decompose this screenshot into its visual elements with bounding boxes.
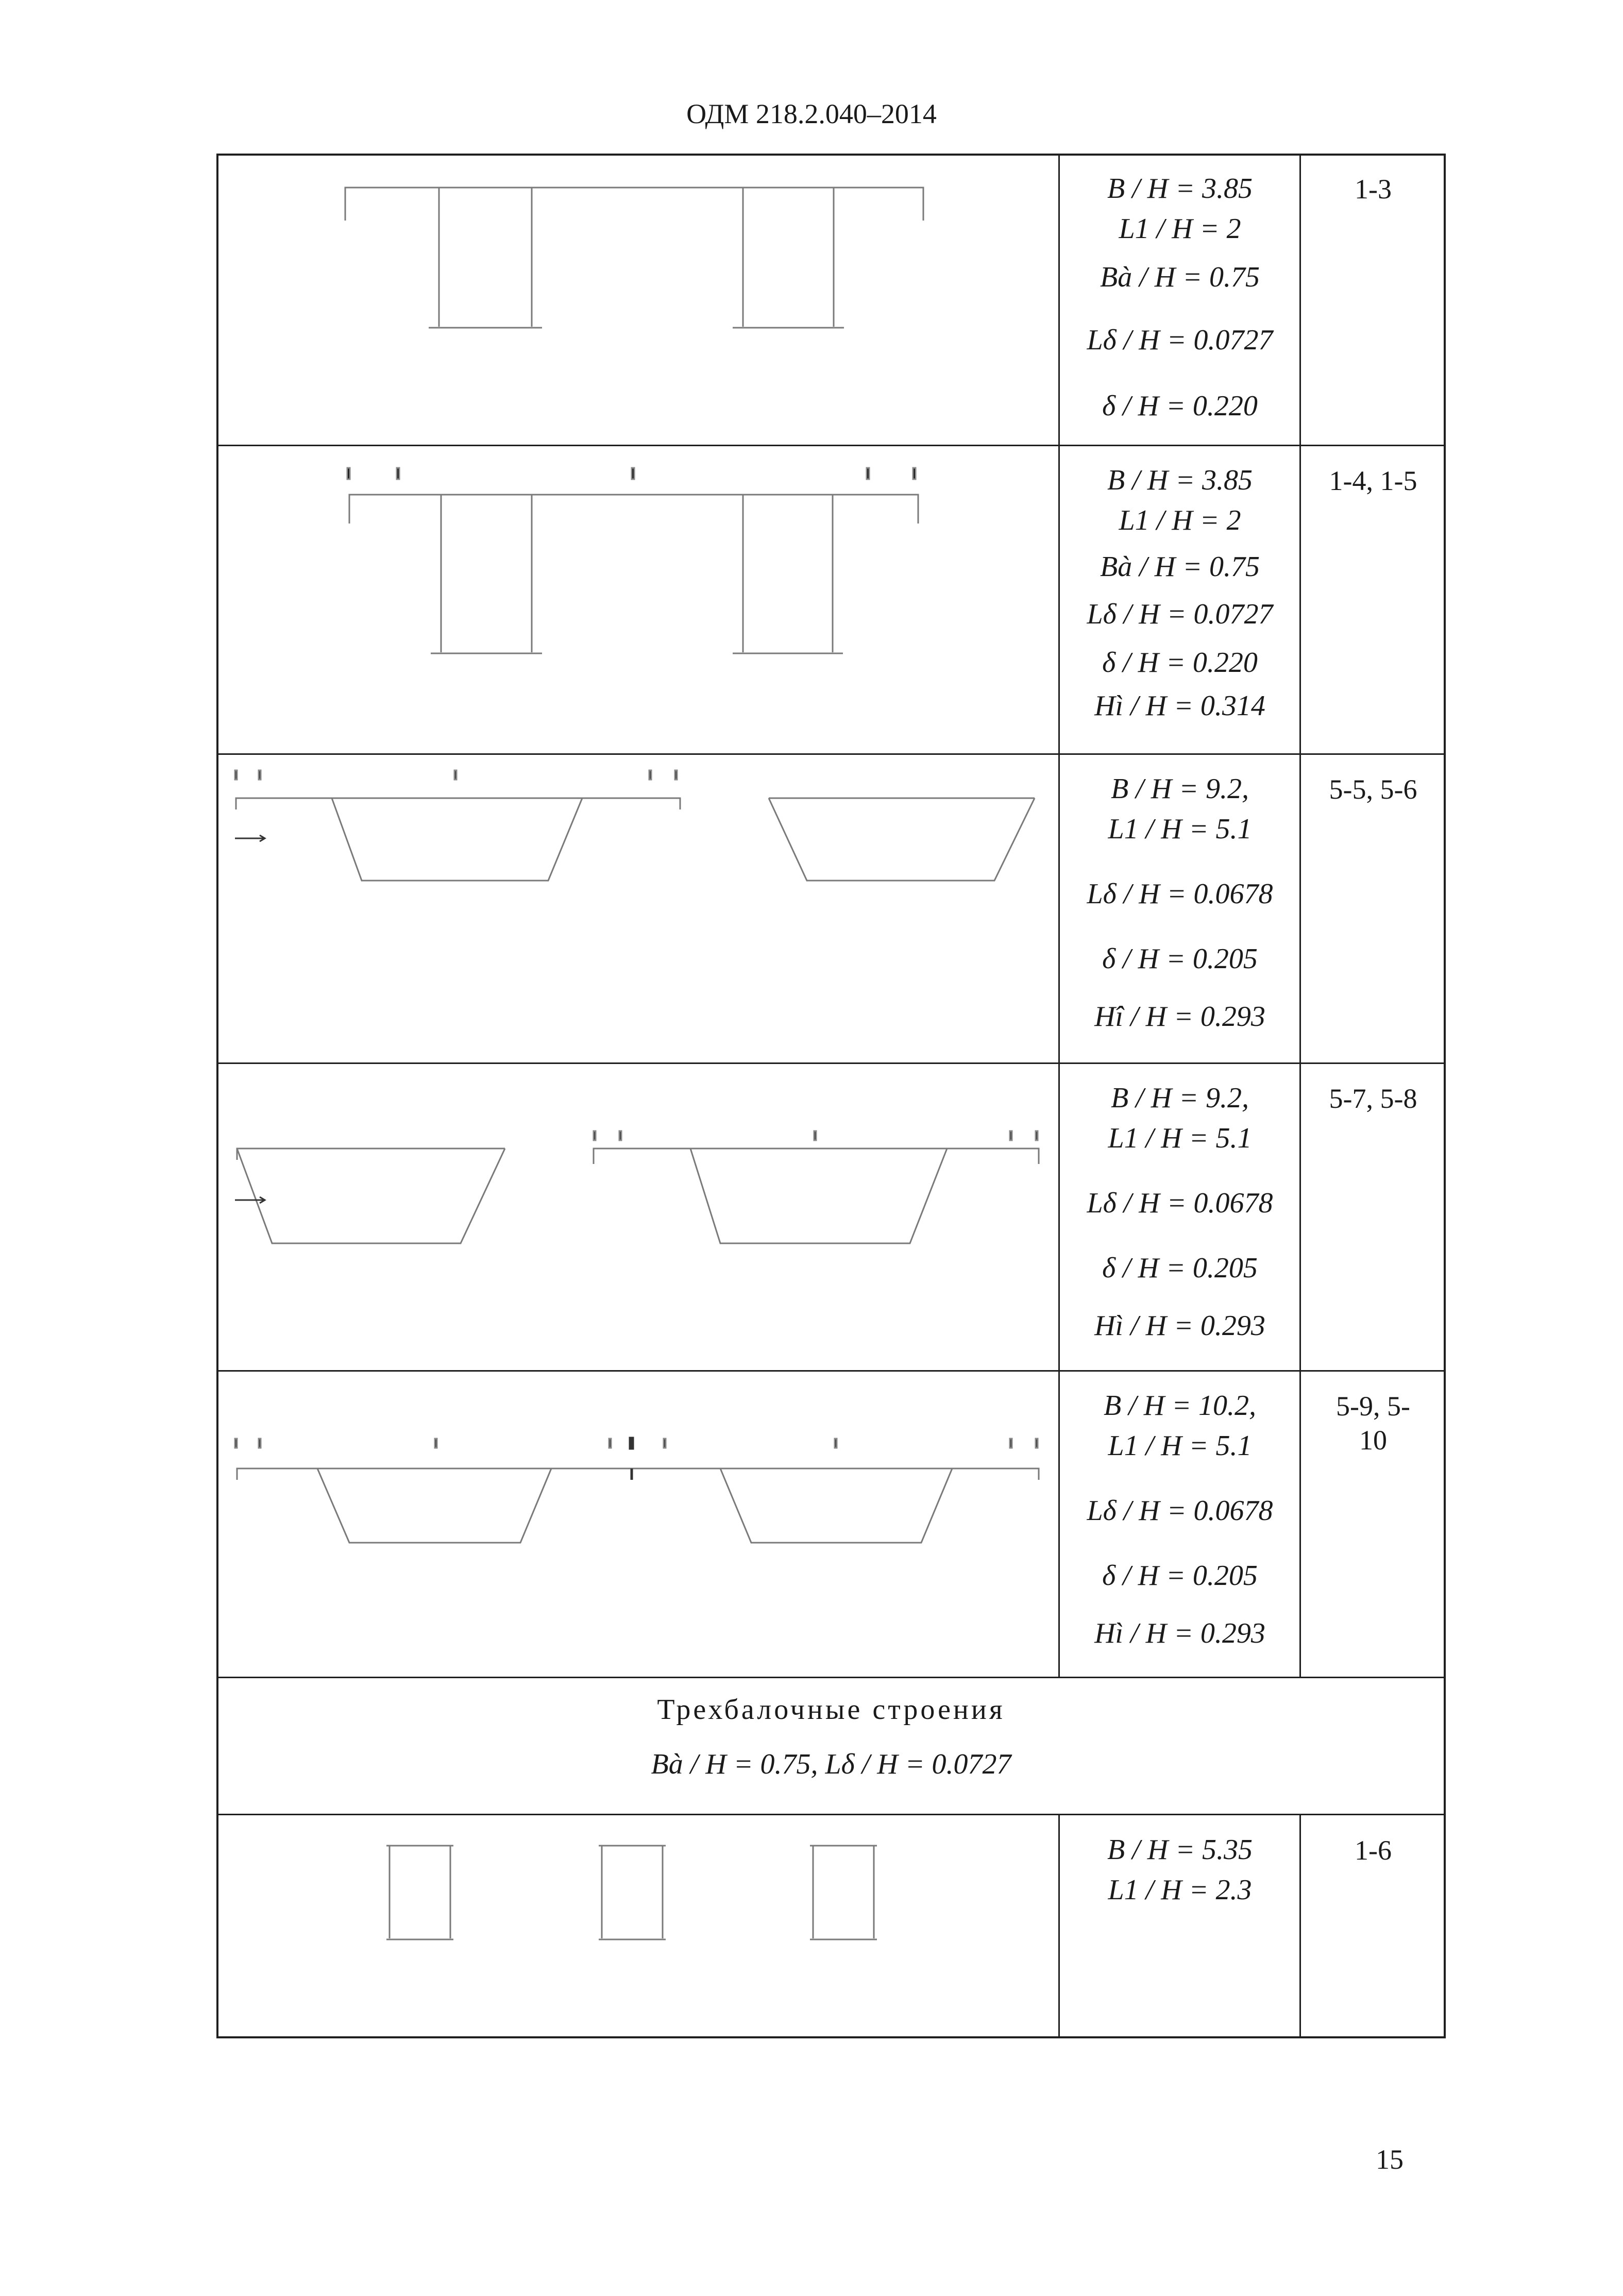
parameter: Lδ / H = 0.0727 (1087, 598, 1273, 630)
table-row (216, 445, 1446, 754)
cross-section-figure (216, 1371, 1059, 1678)
parameter-list (1059, 1815, 1300, 2037)
table-row (216, 754, 1446, 1063)
parameter: δ / H = 0.205 (1102, 943, 1258, 975)
parameter: B / H = 5.35 (1107, 1834, 1253, 1866)
parameter-list (1059, 1371, 1300, 1678)
parameter: L1 / H = 2 (1119, 504, 1241, 536)
parameter: B / H = 9.2, (1111, 1082, 1249, 1114)
parameter: L1 / H = 2 (1119, 213, 1241, 245)
parameter: Bà / H = 0.75 (1100, 261, 1260, 293)
parameter: Lδ / H = 0.0727 (1087, 324, 1273, 356)
parameter-list (1059, 1063, 1300, 1371)
parameter: Lδ / H = 0.0678 (1087, 1187, 1273, 1219)
parameter-list (1059, 754, 1300, 1063)
table-row (216, 1063, 1446, 1371)
parameter-list (1059, 154, 1300, 445)
cross-section-figure (216, 154, 1059, 445)
parameter: Hî / H = 0.293 (1094, 1001, 1265, 1033)
cross-section-figure (216, 1063, 1059, 1371)
parameter-list (1059, 445, 1300, 754)
parameter: δ / H = 0.220 (1102, 647, 1258, 679)
page-number: 15 (1376, 2144, 1404, 2175)
table-row (216, 154, 1446, 445)
reference-number: 5-7, 5-8 (1329, 1083, 1417, 1114)
parameter: δ / H = 0.220 (1102, 390, 1258, 422)
reference-number: 1-4, 1-5 (1329, 465, 1417, 496)
cross-section-figure (216, 1815, 1059, 2037)
parameter: Lδ / H = 0.0678 (1087, 878, 1273, 910)
parameter: L1 / H = 2.3 (1108, 1874, 1252, 1906)
parameter: L1 / H = 5.1 (1108, 813, 1252, 845)
table-row (216, 1371, 1446, 1678)
reference-number: 1-3 (1355, 174, 1392, 205)
reference-number: 1-6 (1355, 1835, 1392, 1866)
parameter: δ / H = 0.205 (1102, 1252, 1258, 1284)
parameter: L1 / H = 5.1 (1108, 1430, 1252, 1462)
parameter: B / H = 10.2, (1104, 1390, 1256, 1422)
parameter: Bà / H = 0.75 (1100, 551, 1260, 583)
parameter: L1 / H = 5.1 (1108, 1122, 1252, 1154)
cross-section-figure (216, 445, 1059, 754)
parameter: Hì / H = 0.293 (1094, 1617, 1265, 1649)
parameter: B / H = 9.2, (1111, 773, 1249, 805)
section-title: Трехбалочные строения (657, 1694, 1005, 1726)
parameter: B / H = 3.85 (1107, 464, 1253, 496)
reference-line: 10 (1359, 1425, 1387, 1456)
reference-number (1300, 1389, 1446, 1457)
parameter: Hì / H = 0.314 (1094, 690, 1265, 722)
document-header: ОДМ 218.2.040–2014 (686, 98, 937, 129)
section-formula: Bà / H = 0.75, Lδ / H = 0.0727 (651, 1748, 1011, 1780)
reference-line: 5-9, 5- (1336, 1391, 1410, 1422)
reference-number: 5-5, 5-6 (1329, 774, 1417, 805)
parameter: B / H = 3.85 (1107, 173, 1253, 205)
parameter-table (216, 154, 1446, 2038)
parameter: Lδ / H = 0.0678 (1087, 1495, 1273, 1527)
table-row (216, 1815, 1446, 2037)
cross-section-figure (216, 754, 1059, 1063)
parameter: Hì / H = 0.293 (1094, 1310, 1265, 1342)
parameter: δ / H = 0.205 (1102, 1560, 1258, 1592)
